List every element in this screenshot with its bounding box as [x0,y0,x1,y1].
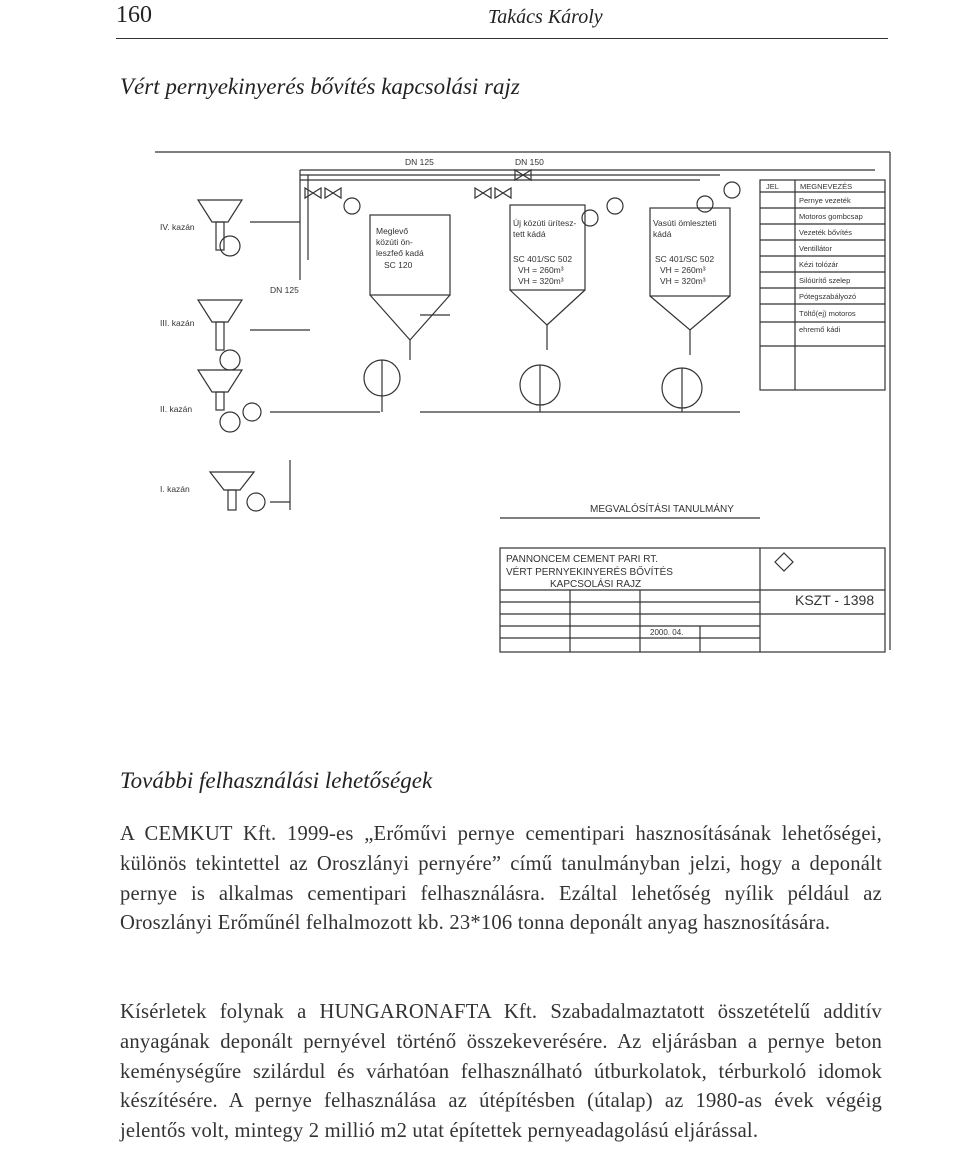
schematic-drawing [120,150,895,660]
boiler-1 [210,472,265,511]
silo2-label-line2: tett kádá [513,229,546,239]
study-label: MEGVALÓSÍTÁSI TANULMÁNY [590,504,734,515]
boiler-label-3: III. kazán [160,318,195,328]
legend-row-7: Pótegszabályozó [799,292,857,301]
silo1-label-line3: leszfeő kadá [376,248,424,258]
silo3-label-line5: VH = 320m³ [660,276,706,286]
header-rule [116,38,888,39]
legend-header-symbol: JEL [766,182,779,191]
figure-section-title: Vért pernyekinyerés bővítés kapcsolási rajz [120,74,520,99]
legend-row-1: Pernye vezeték [799,196,851,205]
silo2-label-line3: SC 401/SC 502 [513,254,573,264]
pipe-label-dn125-left: DN 125 [270,285,299,295]
page-number: 160 [116,2,152,28]
title-block-drawing-number: KSZT - 1398 [795,592,875,608]
title-block-date: 2000. 04. [650,628,684,637]
legend-header-name: MEGNEVEZÉS [800,182,853,191]
boiler-2 [198,370,261,432]
boiler-label-1: I. kazán [160,484,190,494]
silo3-label-line2: kádá [653,229,672,239]
pipe-label-dn150: DN 150 [515,157,544,167]
fan-symbol-2 [607,198,623,214]
legend-row-9: ehremő kádi [799,325,841,334]
valve-group-left [305,188,341,198]
silo3-label-line1: Vasúti ömleszteti [653,218,717,228]
pipe-label-dn125-top: DN 125 [405,157,434,167]
silo3-label-line4: VH = 260m³ [660,265,706,275]
title-block-drawing: KAPCSOLÁSI RAJZ [550,579,642,590]
legend-row-3: Vezeték bővítés [799,228,852,237]
silo1-label-line2: közúti ön- [376,237,413,247]
paragraph-2: Kísérletek folynak a HUNGARONAFTA Kft. Szabadalmaztatott összetételű additív anyagának deponált pernyével történő összekeverésére. Az eljárásban a pernye beton keménységűre szilárdul és várhatóan felhasználható útburkolatok, térburkoló idomok készítésére. A pernye felhasználása az útépítésben (útalap) az 1980-as évek végéig jelentős volt, mintegy 2 millió m2 utat építettek pernyeadagolású eljárással. [120,1001,882,1143]
boiler-label-4: IV. kazán [160,222,195,232]
valve-group-center [475,170,531,198]
schematic-figure [120,150,895,660]
fan-symbol-1 [344,198,360,214]
title-block-project: VÉRT PERNYEKINYERÉS BŐVÍTÉS [506,567,673,578]
fan-symbol-3 [724,182,740,198]
silo2-label-line4: VH = 260m³ [518,265,564,275]
boiler-4 [198,200,242,256]
legend-row-8: Töltő(ej) motoros [799,309,856,318]
legend-row-6: Silóürítő szelep [799,276,851,285]
si-symbol-1 [697,196,713,212]
boiler-label-2: II. kazán [160,404,193,414]
silo2-label-line5: VH = 320m³ [518,276,564,286]
further-uses-section-title: További felhasználási lehetőségek [120,768,433,793]
title-block-company: PANNONCEM CEMENT PARI RT. [506,554,659,565]
silo2-label-line1: Új közúti ürítesz- [513,218,577,228]
silo1-label-line4: SC 120 [384,260,413,270]
legend-row-4: Ventillátor [799,244,832,253]
silo1-label-line1: Meglevő [376,226,409,236]
silo3-label-line3: SC 401/SC 502 [655,254,715,264]
running-title: Takács Károly [488,6,603,28]
legend-row-2: Motoros gombcsap [799,212,863,221]
boiler-3 [198,300,242,370]
legend-row-5: Kézi tolózár [799,260,839,269]
paragraph-1: A CEMKUT Kft. 1999-es „Erőművi pernye cementipari hasznosításának lehetőségei, különös tekintettel az Oroszlányi pernyére” című tanulmányban jelzi, hogy a deponált pernye is alkalmas cementipari felhasználásra. Ezáltal lehetőség nyílik például az Oroszlányi Erőműnél felhalmozott kb. 23*106 tonna deponált anyag hasznosítására. [120,823,882,935]
